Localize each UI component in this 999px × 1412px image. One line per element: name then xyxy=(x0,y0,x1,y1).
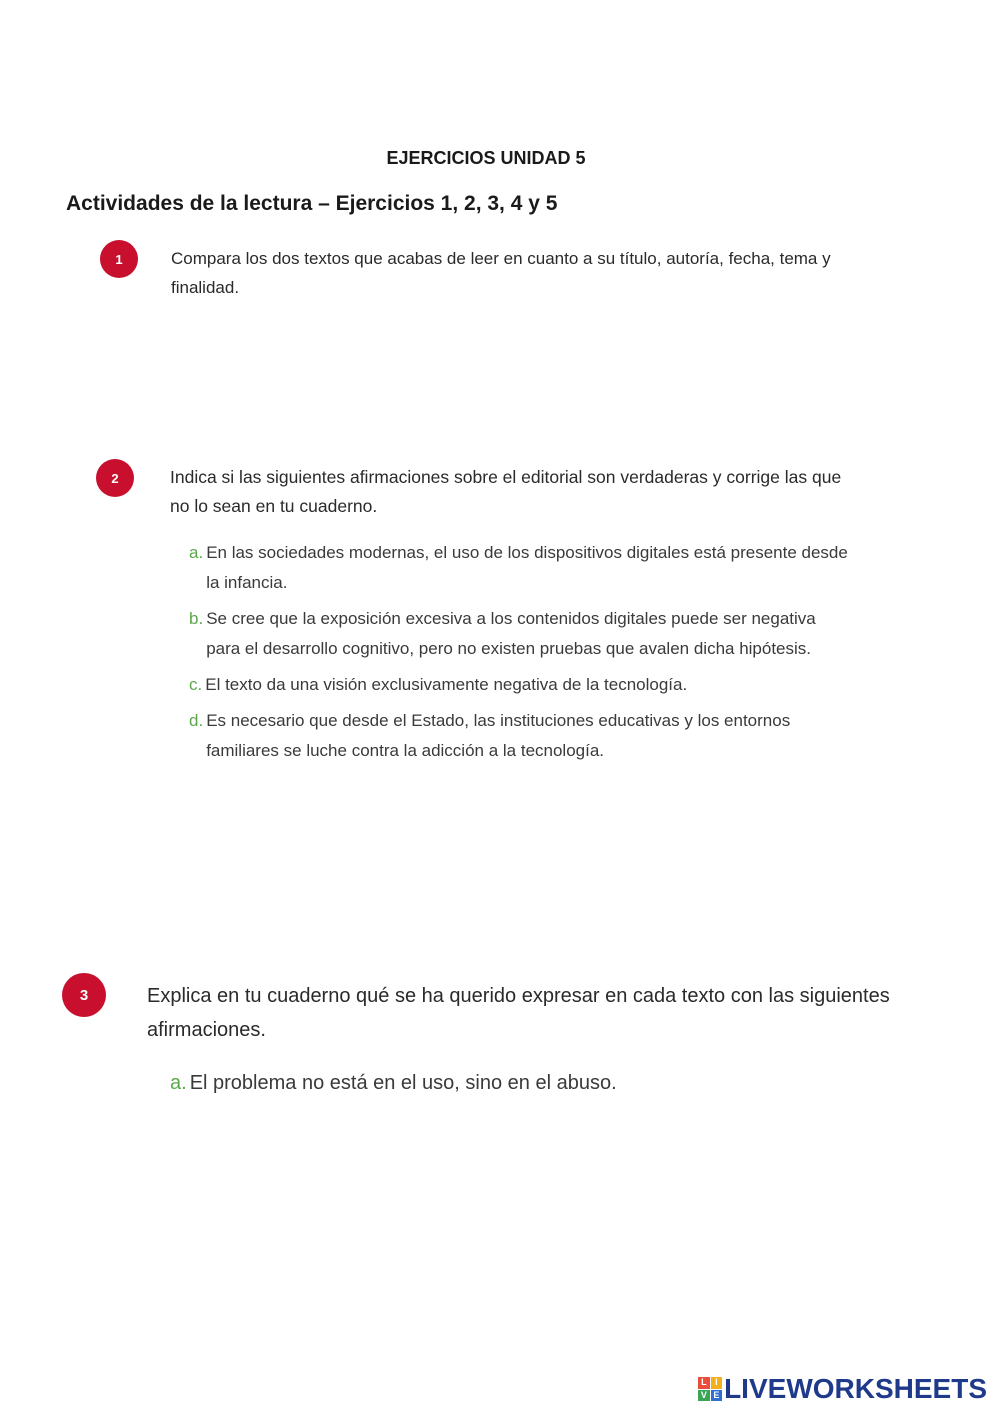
prompt-line: no lo sean en tu cuaderno. xyxy=(170,496,378,516)
item-letter: b. xyxy=(189,609,204,628)
list-item xyxy=(189,538,909,598)
item-text: En las sociedades modernas, el uso de los dispositivos digitales está presente desde xyxy=(206,543,848,562)
section-heading: Actividades de la lectura – Ejercicios 1, 2, 3, 4 y 5 xyxy=(66,192,558,215)
logo-mark-letter: I xyxy=(711,1377,723,1389)
prompt-line: Compara los dos textos que acabas de leer en cuanto a su título, autoría, fecha, tema y xyxy=(171,249,831,268)
exercise-3-items xyxy=(170,1066,930,1100)
exercise-3-prompt xyxy=(147,979,967,1047)
list-item xyxy=(170,1066,930,1100)
list-item xyxy=(189,706,909,766)
prompt-line: finalidad. xyxy=(171,278,240,297)
item-text: familiares se luche contra la adicción a la tecnología. xyxy=(206,741,605,760)
exercise-number-badge: 1 xyxy=(100,240,138,278)
logo-mark-letter: E xyxy=(711,1390,723,1402)
item-text: para el desarrollo cognitivo, pero no existen pruebas que avalen dicha hipótesis. xyxy=(206,639,812,658)
item-letter: c. xyxy=(189,675,203,694)
item-letter: d. xyxy=(189,711,204,730)
exercise-number-badge: 2 xyxy=(96,459,134,497)
liveworksheets-logo xyxy=(698,1373,987,1405)
logo-mark-letter: L xyxy=(698,1377,710,1389)
prompt-line: afirmaciones. xyxy=(147,1019,266,1041)
logo-text: LIVEWORKSHEETS xyxy=(724,1373,987,1404)
item-text: Es necesario que desde el Estado, las instituciones educativas y los entornos xyxy=(206,711,791,730)
prompt-line: Indica si las siguientes afirmaciones sobre el editorial son verdaderas y corrige las que xyxy=(170,467,842,487)
item-text: El texto da una visión exclusivamente negativa de la tecnología. xyxy=(205,675,688,694)
item-text: la infancia. xyxy=(206,573,288,592)
exercise-2-items xyxy=(189,538,909,766)
page-title: EJERCICIOS UNIDAD 5 xyxy=(386,148,586,168)
exercise-2-prompt xyxy=(170,463,910,521)
item-letter: a. xyxy=(170,1072,187,1094)
item-letter: a. xyxy=(189,543,204,562)
item-text: Se cree que la exposición excesiva a los contenidos digitales puede ser negativa xyxy=(206,609,816,628)
logo-mark-icon xyxy=(698,1377,722,1401)
item-text: El problema no está en el uso, sino en el abuso. xyxy=(189,1072,617,1094)
list-item xyxy=(189,670,909,700)
prompt-line: Explica en tu cuaderno qué se ha querido expresar en cada texto con las siguientes xyxy=(147,985,890,1007)
list-item xyxy=(189,604,909,664)
logo-mark-letter: V xyxy=(698,1390,710,1402)
exercise-1-prompt xyxy=(171,244,891,302)
exercise-number-badge: 3 xyxy=(62,973,106,1017)
